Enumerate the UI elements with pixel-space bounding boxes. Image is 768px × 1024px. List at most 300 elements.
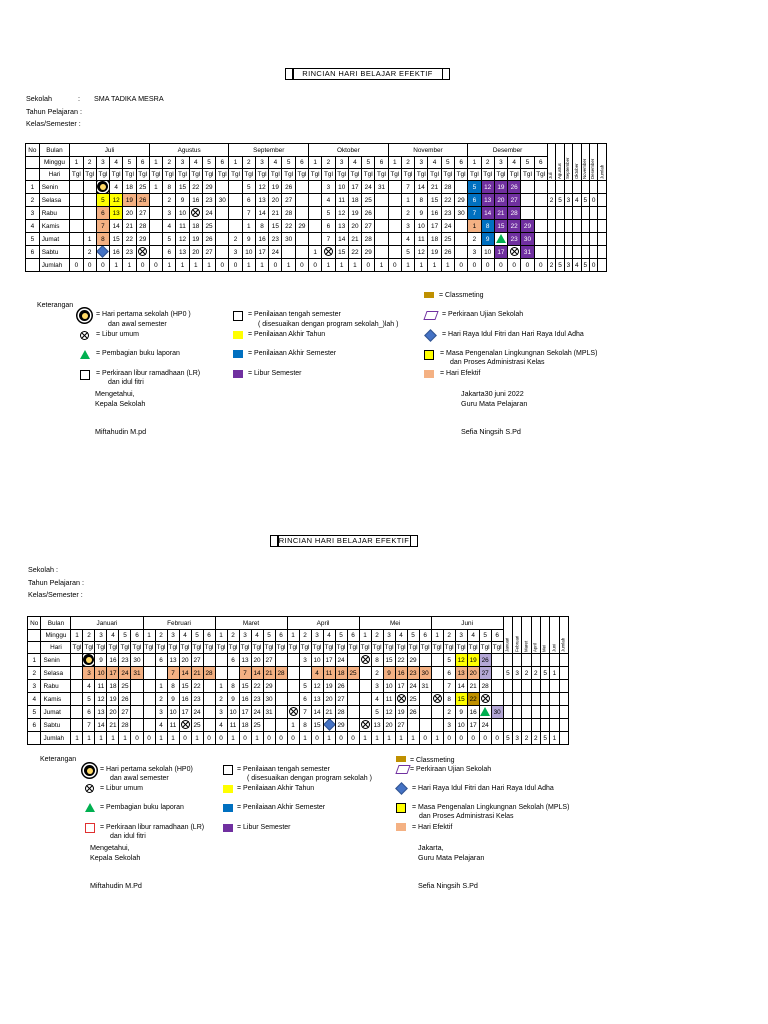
- date-cell: 3: [155, 706, 167, 719]
- date-cell: 7: [401, 181, 414, 194]
- date-cell: 4: [215, 719, 227, 732]
- jumlah-value: 1: [371, 732, 383, 745]
- jumlah-value: 1: [431, 732, 443, 745]
- legend-mpls: = Masa Pengenalan Lingkungnan Sekolah (MPLS): [440, 350, 598, 357]
- date-cell: 27: [119, 706, 131, 719]
- row-number: 2: [26, 194, 40, 207]
- week-number: 4: [189, 157, 202, 169]
- date-cell: 31: [131, 667, 143, 680]
- month-header: November: [388, 144, 468, 157]
- date-cell: 12: [311, 680, 323, 693]
- date-cell: 27: [335, 693, 347, 706]
- tgl-header: Tgl: [323, 642, 335, 654]
- legend2-mplsb: dan Proses Administrasi Kelas: [419, 813, 514, 820]
- date-cell: 19: [395, 706, 407, 719]
- date-cell: 3: [83, 667, 95, 680]
- row-number: 1: [28, 654, 41, 667]
- date-cell: 10: [95, 667, 107, 680]
- tgl-header: Tgl: [229, 169, 242, 181]
- week-number: 2: [443, 630, 455, 642]
- date-cell: 6: [242, 194, 255, 207]
- date-cell: 25: [191, 719, 203, 732]
- date-cell: 11: [167, 719, 179, 732]
- date-cell: 3: [443, 719, 455, 732]
- jumlah-value: 1: [71, 732, 83, 745]
- date-cell: 23: [269, 233, 282, 246]
- tgl-header: Tgl: [468, 169, 481, 181]
- date-cell: 12: [110, 194, 123, 207]
- side-month-header: April: [531, 617, 540, 654]
- side-month-header: Agustus: [556, 144, 564, 181]
- side-value: 1: [550, 667, 559, 680]
- week-number: 3: [383, 630, 395, 642]
- jumlah-value: 0: [494, 259, 507, 272]
- signature-left-p2: [90, 843, 140, 862]
- date-cell: 3: [468, 246, 481, 259]
- date-cell: 14: [255, 207, 268, 220]
- week-number: 4: [428, 157, 441, 169]
- tgl-header: Tgl: [491, 642, 503, 654]
- date-cell: 5: [299, 680, 311, 693]
- date-cell: 7: [322, 233, 335, 246]
- row-number: 1: [26, 181, 40, 194]
- jumlah-value: 0: [362, 259, 375, 272]
- legend2-lrb: dan idul fitri: [110, 833, 146, 840]
- date-cell: 26: [119, 693, 131, 706]
- tgl-header: Tgl: [191, 642, 203, 654]
- week-number: 5: [362, 157, 375, 169]
- legend-efektif: = Hari Efektif: [440, 370, 481, 377]
- date-cell: 6: [83, 706, 95, 719]
- month-header: Februari: [143, 617, 215, 630]
- date-cell: 13: [255, 194, 268, 207]
- jumlah-value: 0: [215, 732, 227, 745]
- week-number: 5: [123, 157, 136, 169]
- date-cell: 6: [299, 693, 311, 706]
- date-cell: 10: [176, 207, 189, 220]
- tgl-header: Tgl: [202, 169, 215, 181]
- date-cell: 10: [311, 654, 323, 667]
- side-month-header: Maret: [522, 617, 531, 654]
- day-name: Kamis: [39, 220, 70, 233]
- date-cell: 16: [189, 194, 202, 207]
- jumlah-side: 5: [540, 732, 549, 745]
- date-cell: 1: [287, 719, 299, 732]
- date-cell: 2: [371, 667, 383, 680]
- jumlah-value: 0: [534, 259, 547, 272]
- date-cell: 8: [415, 194, 428, 207]
- week-number: 2: [371, 630, 383, 642]
- date-cell: 25: [251, 719, 263, 732]
- date-cell: 1: [242, 220, 255, 233]
- date-cell: 25: [202, 220, 215, 233]
- jumlah-value: 1: [375, 259, 388, 272]
- ramadhan-icon-2: [85, 823, 95, 833]
- date-cell: 26: [362, 207, 375, 220]
- date-cell: 22: [123, 233, 136, 246]
- date-cell: 13: [167, 654, 179, 667]
- jumlah-side: 5: [503, 732, 512, 745]
- date-cell: 31: [263, 706, 275, 719]
- legend-hp0: = Hari pertama sekolah (HP0 ): [96, 311, 191, 318]
- tgl-header: Tgl: [479, 642, 491, 654]
- legend2-pts: = Penilaiaan tengah semester: [237, 766, 330, 773]
- date-cell: 15: [179, 680, 191, 693]
- tgl-header: Tgl: [282, 169, 295, 181]
- day-name: Rabu: [39, 207, 70, 220]
- week-number: 6: [216, 157, 229, 169]
- date-cell: 15: [176, 181, 189, 194]
- date-cell: 7: [242, 207, 255, 220]
- date-cell: 22: [441, 194, 454, 207]
- date-cell: 21: [323, 706, 335, 719]
- date-cell: 2: [468, 233, 481, 246]
- date-cell: 5: [83, 693, 95, 706]
- week-number: 3: [96, 157, 109, 169]
- tgl-header: Tgl: [359, 642, 371, 654]
- date-cell: 15: [239, 680, 251, 693]
- jumlah-label: Jumlah: [41, 732, 71, 745]
- teacher-name-p2: Sefia Ningsih S.Pd: [418, 881, 478, 890]
- jumlah-side: 5: [556, 259, 564, 272]
- date-cell: 10: [227, 706, 239, 719]
- date-cell: 5: [96, 194, 109, 207]
- tgl-header: Tgl: [295, 169, 308, 181]
- jumlah-side: 3: [513, 732, 522, 745]
- jumlah-side: 2: [522, 732, 531, 745]
- week-number: 2: [227, 630, 239, 642]
- week-number: 2: [299, 630, 311, 642]
- legend2-ptsb: ( disesuaikan dengan program sekolah ): [247, 775, 372, 782]
- week-number: 3: [255, 157, 268, 169]
- tgl-header: Tgl: [311, 642, 323, 654]
- date-cell: 27: [136, 207, 149, 220]
- date-cell: 31: [419, 680, 431, 693]
- jumlah-value: 1: [163, 259, 176, 272]
- date-cell: 26: [508, 181, 521, 194]
- date-cell: 7: [468, 207, 481, 220]
- week-number: 3: [335, 157, 348, 169]
- date-cell: 13: [176, 246, 189, 259]
- jumlah-value: 1: [167, 732, 179, 745]
- side-month-header: November: [581, 144, 589, 181]
- date-cell: 8: [96, 233, 109, 246]
- date-cell: 24: [479, 719, 491, 732]
- tgl-header: Tgl: [227, 642, 239, 654]
- school-sep: :: [78, 94, 80, 103]
- date-cell: 14: [335, 233, 348, 246]
- week-number: 1: [215, 630, 227, 642]
- date-cell: 16: [395, 667, 407, 680]
- legend2-pas: = Penilaiaan Akhir Semester: [237, 804, 326, 811]
- date-cell: 9: [176, 194, 189, 207]
- sig-teacher: Guru Mata Pelajaran: [461, 398, 528, 408]
- tgl-header: Tgl: [335, 642, 347, 654]
- date-cell: 15: [110, 233, 123, 246]
- date-cell: 13: [239, 654, 251, 667]
- jumlah-value: 1: [242, 259, 255, 272]
- jumlah-value: 1: [407, 732, 419, 745]
- date-cell: 6: [322, 220, 335, 233]
- row-number: 4: [28, 693, 41, 706]
- side-month-header: Juni: [550, 617, 559, 654]
- date-cell: 2: [215, 693, 227, 706]
- date-cell: 13: [371, 719, 383, 732]
- date-cell: 24: [407, 680, 419, 693]
- date-cell: 9: [227, 693, 239, 706]
- day-name: Jumat: [39, 233, 70, 246]
- date-cell: 29: [295, 220, 308, 233]
- row-number: 3: [26, 207, 40, 220]
- week-number: 4: [269, 157, 282, 169]
- tgl-header: Tgl: [107, 642, 119, 654]
- tgl-header: Tgl: [388, 169, 401, 181]
- date-cell: 22: [251, 680, 263, 693]
- date-cell: 9: [167, 693, 179, 706]
- week-number: 4: [323, 630, 335, 642]
- date-cell: 17: [255, 246, 268, 259]
- jumlah-value: 1: [189, 259, 202, 272]
- date-cell: 15: [335, 246, 348, 259]
- week-number: 6: [534, 157, 547, 169]
- year-label-2: Tahun Pelajaran :: [28, 577, 84, 587]
- week-number: 5: [202, 157, 215, 169]
- side-value: 2: [547, 194, 555, 207]
- date-cell: 18: [428, 233, 441, 246]
- date-cell: 21: [107, 719, 119, 732]
- legend2-mpls: = Masa Pengenalan Lingkungnan Sekolah (MPLS): [412, 804, 570, 811]
- legend-ptsb: ( disesuaikan dengan program sekolah_)lah ): [258, 321, 399, 328]
- jumlah-value: 1: [251, 732, 263, 745]
- day-name: Selasa: [39, 194, 70, 207]
- date-cell: 20: [179, 654, 191, 667]
- month-header: September: [229, 144, 309, 157]
- legend-pat: = Penilaiaan Akhir Tahun: [248, 331, 326, 338]
- tgl-header: Tgl: [419, 642, 431, 654]
- tgl-header: Tgl: [347, 642, 359, 654]
- teacher-name-p1: Sefia Ningsih S.Pd: [461, 427, 521, 436]
- sig2-teacher: Guru Mata Pelajaran: [418, 852, 485, 862]
- jumlah-value: 0: [309, 259, 322, 272]
- date-cell: 27: [395, 719, 407, 732]
- school-value: SMA TADIKA MESRA: [94, 94, 164, 103]
- jumlah-value: 0: [136, 259, 149, 272]
- tgl-header: Tgl: [494, 169, 507, 181]
- date-cell: 17: [239, 706, 251, 719]
- date-cell: 14: [415, 181, 428, 194]
- final-semester-icon-2: [223, 804, 233, 812]
- date-cell: 1: [468, 220, 481, 233]
- date-cell: 8: [299, 719, 311, 732]
- week-number: 4: [107, 630, 119, 642]
- date-cell: 15: [455, 693, 467, 706]
- date-cell: 12: [176, 233, 189, 246]
- day-name: Jumat: [41, 706, 71, 719]
- tgl-header: Tgl: [375, 169, 388, 181]
- date-cell: 3: [215, 706, 227, 719]
- week-number: 3: [167, 630, 179, 642]
- date-cell: 29: [407, 654, 419, 667]
- legend2-efektif: = Hari Efektif: [412, 824, 453, 831]
- date-cell: 9: [383, 667, 395, 680]
- tgl-header: Tgl: [83, 642, 95, 654]
- date-cell: 2: [401, 207, 414, 220]
- side-value: 5: [581, 194, 589, 207]
- date-cell: 22: [191, 680, 203, 693]
- date-cell: 10: [383, 680, 395, 693]
- week-number: 5: [335, 630, 347, 642]
- tgl-header: Tgl: [215, 642, 227, 654]
- week-number: 6: [295, 157, 308, 169]
- legend-ls: = Libur Semester: [248, 370, 302, 377]
- date-cell: 21: [467, 680, 479, 693]
- date-cell: 27: [362, 220, 375, 233]
- date-cell: 28: [275, 667, 287, 680]
- date-cell: 30: [263, 693, 275, 706]
- week-number: 5: [479, 630, 491, 642]
- date-cell: 20: [494, 194, 507, 207]
- date-cell: 22: [508, 220, 521, 233]
- date-cell: 13: [110, 207, 123, 220]
- date-cell: 13: [455, 667, 467, 680]
- date-cell: 4: [401, 233, 414, 246]
- date-cell: 15: [494, 220, 507, 233]
- row-number: 5: [28, 706, 41, 719]
- tgl-header: Tgl: [155, 642, 167, 654]
- date-cell: 18: [123, 181, 136, 194]
- date-cell: 9: [95, 654, 107, 667]
- side-month-header: Jumlah: [559, 617, 568, 654]
- date-cell: 3: [229, 246, 242, 259]
- jumlah-value: 0: [347, 732, 359, 745]
- jumlah-value: 1: [123, 259, 136, 272]
- week-number: 1: [309, 157, 322, 169]
- jumlah-value: 0: [455, 732, 467, 745]
- date-cell: 29: [136, 233, 149, 246]
- jumlah-value: 0: [481, 259, 494, 272]
- week-number: 5: [191, 630, 203, 642]
- week-number: 2: [242, 157, 255, 169]
- jumlah-value: 0: [131, 732, 143, 745]
- date-cell: 2: [155, 693, 167, 706]
- date-cell: 12: [481, 181, 494, 194]
- jumlah-value: 0: [179, 732, 191, 745]
- date-cell: 19: [494, 181, 507, 194]
- jumlah-value: 0: [143, 732, 155, 745]
- week-number: 4: [508, 157, 521, 169]
- date-cell: 2: [83, 246, 96, 259]
- date-cell: 31: [375, 181, 388, 194]
- legend2-lr: = Perkiraan libur ramadhaan (LR): [100, 824, 205, 831]
- date-cell: 16: [467, 706, 479, 719]
- week-number: 4: [110, 157, 123, 169]
- date-cell: 27: [508, 194, 521, 207]
- jumlah-value: 1: [299, 732, 311, 745]
- jumlah-value: 0: [287, 732, 299, 745]
- jumlah-label: Jumlah: [39, 259, 70, 272]
- date-cell: 26: [407, 706, 419, 719]
- tgl-header: Tgl: [83, 169, 96, 181]
- date-cell: 3: [163, 207, 176, 220]
- jumlah-side: 5: [581, 259, 589, 272]
- date-cell: 5: [322, 207, 335, 220]
- month-header: Maret: [215, 617, 287, 630]
- date-cell: 28: [119, 719, 131, 732]
- sig-principal: Kepala Sekolah: [95, 398, 146, 408]
- tgl-header: Tgl: [255, 169, 268, 181]
- date-cell: 1: [155, 680, 167, 693]
- date-cell: 28: [335, 706, 347, 719]
- sig-know: Mengetahui,: [95, 389, 135, 398]
- date-cell: 2: [163, 194, 176, 207]
- week-number: 1: [468, 157, 481, 169]
- date-cell: 23: [202, 194, 215, 207]
- date-cell: 18: [189, 220, 202, 233]
- side-value: 2: [522, 667, 531, 680]
- tgl-header: Tgl: [131, 642, 143, 654]
- week-number: 6: [491, 630, 503, 642]
- date-cell: 18: [348, 194, 361, 207]
- date-cell: 26: [202, 233, 215, 246]
- day-name: Kamis: [41, 693, 71, 706]
- date-cell: 20: [383, 719, 395, 732]
- date-cell: 28: [362, 233, 375, 246]
- row-number: 5: [26, 233, 40, 246]
- tgl-header: Tgl: [96, 169, 109, 181]
- date-cell: 10: [335, 181, 348, 194]
- date-cell: 1: [215, 680, 227, 693]
- date-cell: 11: [95, 680, 107, 693]
- tgl-header: Tgl: [441, 169, 454, 181]
- side-value: 5: [540, 667, 549, 680]
- date-cell: 12: [415, 246, 428, 259]
- jumlah-value: 1: [323, 732, 335, 745]
- date-cell: 11: [415, 233, 428, 246]
- date-cell: 5: [401, 246, 414, 259]
- week-number: 2: [155, 630, 167, 642]
- week-number: 2: [322, 157, 335, 169]
- jumlah-value: 1: [322, 259, 335, 272]
- legend2-raya: = Hari Raya Idul Fitri dan Hari Raya Idul Adha: [412, 785, 554, 792]
- date-cell: 7: [96, 220, 109, 233]
- tgl-header: Tgl: [71, 642, 83, 654]
- date-cell: 15: [428, 194, 441, 207]
- legend2-class: = Classmeting: [410, 757, 455, 764]
- row-number: 3: [28, 680, 41, 693]
- week-number: 1: [359, 630, 371, 642]
- date-cell: 17: [467, 719, 479, 732]
- tgl-header: Tgl: [454, 169, 467, 181]
- jumlah-value: 0: [216, 259, 229, 272]
- row-number: 2: [28, 667, 41, 680]
- date-cell: 30: [419, 667, 431, 680]
- week-number: 6: [136, 157, 149, 169]
- report-icon-2: [85, 803, 95, 812]
- date-cell: 29: [454, 194, 467, 207]
- date-cell: 30: [216, 194, 229, 207]
- date-cell: 3: [401, 220, 414, 233]
- tgl-header: Tgl: [467, 642, 479, 654]
- page2-title: RINCIAN HARI BELAJAR EFEKTIF: [270, 535, 418, 547]
- week-number: 4: [467, 630, 479, 642]
- week-number: 5: [521, 157, 534, 169]
- tgl-header: Tgl: [508, 169, 521, 181]
- date-cell: 10: [415, 220, 428, 233]
- tgl-header: Tgl: [348, 169, 361, 181]
- date-cell: 30: [491, 706, 503, 719]
- date-cell: 4: [311, 667, 323, 680]
- date-cell: 7: [239, 667, 251, 680]
